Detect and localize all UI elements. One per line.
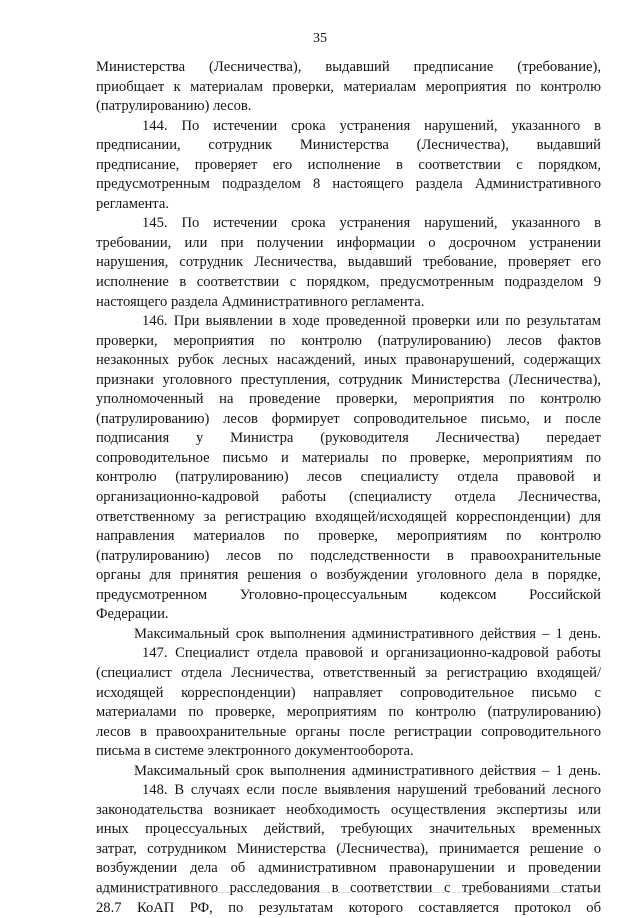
text-line: настоящего раздела Административного регламента. (96, 293, 425, 310)
text-line: письма в системе электронного документооборота. (96, 743, 414, 760)
text-line: контролю (патрулированию) лесов специалисту отдела правовой и (96, 469, 601, 486)
text-line: требовании, или при получении информации о досрочном устранении (96, 234, 601, 251)
text-line: Федерации. (96, 606, 169, 623)
text-line: направления материалов по проверке, мероприятиям по контролю (96, 528, 601, 545)
text-line: 146. При выявлении в ходе проведенной проверки или по результатам (142, 313, 601, 330)
text-line: проверки, мероприятия по контролю (патрулированию) лесов фактов (96, 332, 601, 349)
text-line: предписании, сотрудник Министерства (Лесничества), выдавший (96, 137, 601, 154)
text-line: предусмотренном Уголовно-процессуальным кодексом Российской (96, 586, 601, 603)
page-number: 35 (313, 31, 327, 46)
text-line: предусмотренным подразделом 8 настоящего раздела Административного (96, 176, 601, 193)
text-line: ответственному за регистрацию входящей/исходящей корреспонденции) для (96, 508, 601, 525)
text-line: приобщает к материалам проверки, материалам мероприятия по контролю (96, 78, 601, 95)
text-line: регламента. (96, 195, 169, 212)
text-line: нарушения, сотрудник Лесничества, выдавший требование, проверяет его (96, 254, 601, 271)
text-line: законодательства возникает необходимость осуществления экспертизы или (96, 801, 601, 818)
text-line: Министерства (Лесничества), выдавший предписание (требование), (96, 59, 601, 75)
text-line: (патрулированию) лесов по подследственности в правоохранительные (96, 547, 601, 564)
text-line: Максимальный срок выполнения административного действия – 1 день. (134, 625, 601, 642)
text-line: 28.7 КоАП РФ, по результатам которого составляется протокол об (96, 899, 601, 916)
text-line: исходящей корреспонденции) направляет сопроводительное письмо с (96, 684, 601, 701)
text-line: Максимальный срок выполнения административного действия – 1 день. (134, 762, 601, 779)
text-line: предписание, проверяет его исполнение в соответствии с порядком, (96, 156, 601, 173)
text-line: организационно-кадровой работы (специалисту отдела Лесничества, (96, 489, 601, 506)
text-line: возбуждении дела об административном правонарушении и проведении (96, 860, 601, 877)
text-line: подписания у Министра (руководителя Лесничества) передает (96, 430, 601, 447)
text-line: лесов в правоохранительные органы после регистрации сопроводительного (96, 723, 601, 740)
text-line: затрат, сотрудником Министерства (Лесничества), принимается решение о (96, 840, 601, 857)
text-line: 145. По истечении срока устранения нарушений, указанного в (142, 215, 601, 232)
text-line: признаки уголовного преступления, сотрудник Министерства (Лесничества), (96, 371, 601, 388)
text-line: исполнение в соответствии с порядком, предусмотренным подразделом 9 (96, 274, 601, 291)
text-line: органы для принятия решения о возбуждении уголовного дела в порядке, (96, 567, 601, 584)
text-line: 148. В случаях если после выявления нарушений требований лесного (142, 782, 601, 799)
text-line: сопроводительное письмо и материалы по проверке, мероприятиям по (96, 449, 601, 466)
text-line: материалами по проверке, мероприятиям по контролю (патрулированию) (96, 704, 601, 721)
text-line: иных процессуальных действий, требующих значительных временных (96, 821, 601, 838)
text-line: административного расследования в соответствии с требованиями статьи (96, 879, 601, 896)
text-line: (патрулированию) лесов формирует сопроводительное письмо, и после (96, 410, 601, 427)
text-line: (патрулированию) лесов. (96, 98, 252, 115)
text-line: уполномоченный на проведение проверки, мероприятия по контролю (96, 391, 601, 408)
scan-edge-line (96, 892, 601, 893)
text-line: (специалист отдела Лесничества, ответственный за регистрацию входящей/ (96, 664, 601, 681)
document-body (96, 58, 601, 918)
text-line: 147. Специалист отдела правовой и организационно-кадровой работы (142, 645, 601, 662)
text-line: 144. По истечении срока устранения нарушений, указанного в (142, 117, 601, 134)
text-line: незаконных рубок лесных насаждений, иных правонарушений, содержащих (96, 352, 601, 369)
